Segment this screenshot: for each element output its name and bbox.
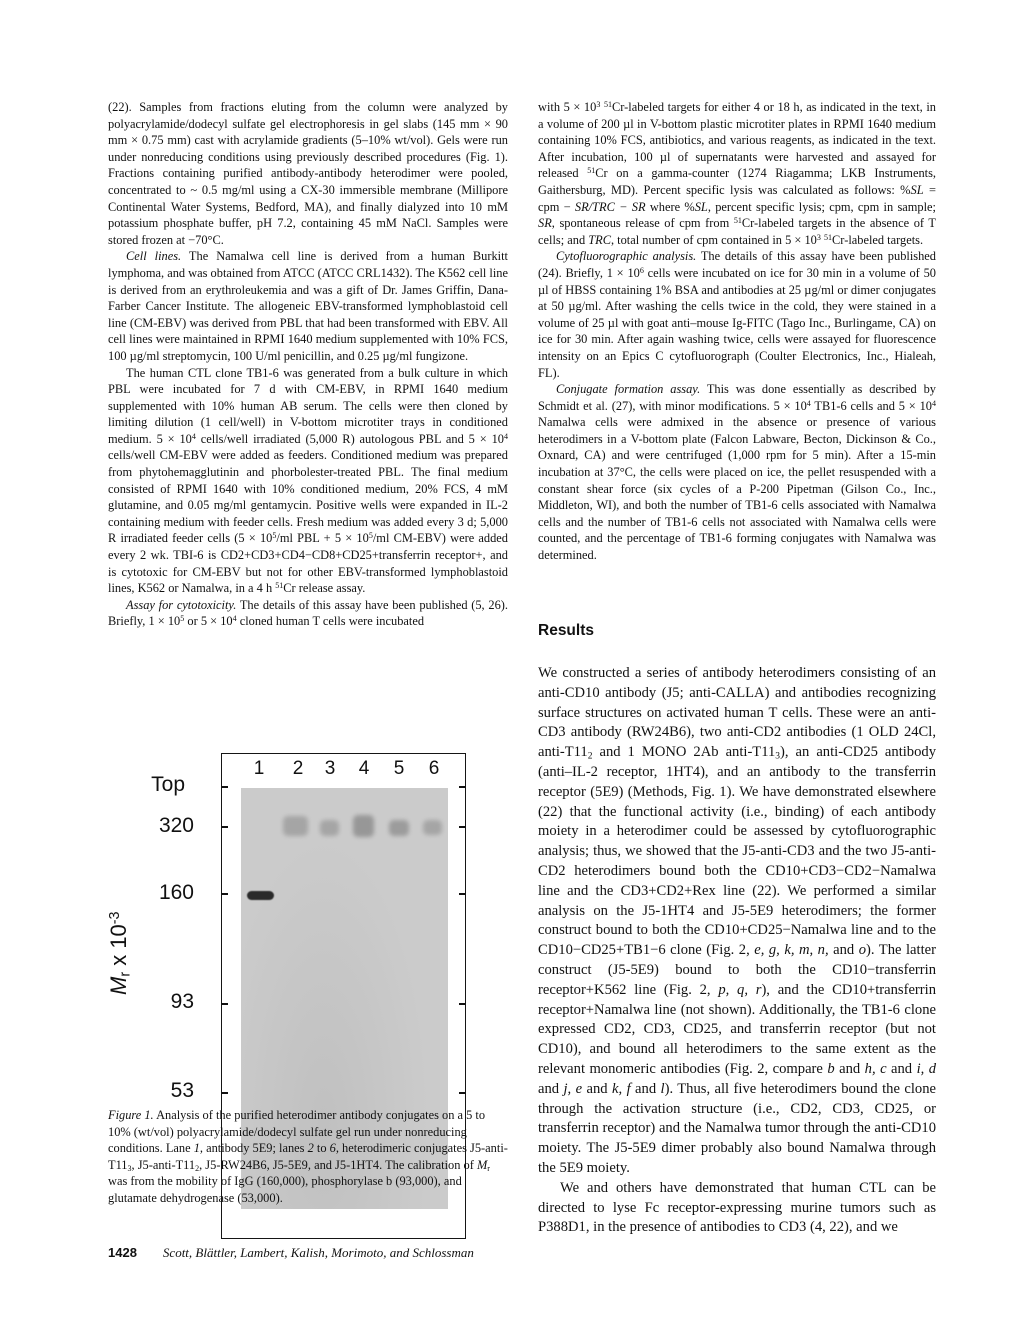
tick-left-top	[221, 786, 228, 788]
paragraph-text: ). Thus, all five heterodimers bound the clone through the activation structure (i.e., CD2, CD3, CD25, or transferrin receptor) and the Namalwa tumor through the anti-CD10 moiety. The J5-5E9 dimer probably also bound Namalwa through the 5E9 moiety.	[538, 1080, 936, 1176]
tick-right-93	[459, 1003, 466, 1005]
caption-italic: M	[476, 1157, 488, 1172]
tick-right-160	[459, 893, 466, 895]
paragraph-conjugate-formation	[538, 381, 936, 564]
figure-1-gel	[106, 735, 508, 1102]
y-tick-160: 160	[158, 881, 194, 904]
lane-label-6: 6	[428, 758, 440, 779]
caption-italic: 1,	[193, 1141, 203, 1156]
paragraph-results-2: We and others have demonstrated that human CTL can be directed to lyse Fc receptor-expressing murine tumors such as P388D1, in the presence of antibodies to CD3 (4, 22), and we	[538, 1179, 936, 1236]
paragraph-text: and	[828, 942, 859, 959]
gel-band-lane-3	[320, 820, 339, 836]
paragraph-cell-lines	[108, 248, 508, 364]
tick-right-53	[459, 1092, 466, 1094]
y-tick-53: 53	[170, 1079, 194, 1102]
italic-ref: o	[858, 942, 867, 959]
lane-label-1: 1	[253, 758, 265, 779]
superscript: 5	[272, 531, 277, 541]
tick-right-top	[459, 786, 466, 788]
axis-exponent: -3	[106, 911, 123, 925]
superscript: 3	[596, 99, 601, 109]
tick-left-160	[221, 893, 228, 895]
paragraph-text: We constructed a series of antibody heterodimers consisting of an anti-CD10 antibody (J5; anti-CALLA) and antibodies recognizing surface structures on activated human T cells. These were an anti-CD3 antibody (RW24B6), two anti-CD2 antibodies (1 OLD 24Cl, anti-T11	[538, 665, 936, 761]
superscript: 4	[191, 431, 196, 441]
y-axis-title	[106, 911, 132, 995]
italic-ref: l	[660, 1080, 665, 1097]
caption-subscript: 2	[195, 1163, 200, 1173]
subheading-cytofluorographic: Cytofluorographic analysis.	[556, 249, 697, 264]
paragraph-cytotoxicity-continued	[538, 99, 936, 248]
paragraph-cytotoxicity-assay	[108, 597, 508, 630]
paragraph-text: /ml CM-EBV) were added every 2 wk. TBI-6 is CD2+CD3+CD4−CD8+CD25+transferrin receptor+, and is cytotoxic for CM-EBV but not for other EBV-transformed lymphoblastoid lines, K562 or Namalwa, in a 4 h	[108, 531, 508, 596]
paragraph-results-1	[538, 664, 936, 1179]
lane-label-2: 2	[292, 758, 304, 779]
italic-formula: SR/TRC − SR	[574, 199, 646, 214]
italic-ref: k,	[612, 1080, 623, 1097]
y-tick-320: 320	[158, 814, 194, 837]
paragraph-text: This was done essentially as described by Schmidt et al. (27), with minor modifications. 5 × 10	[538, 382, 936, 413]
gel-band-lane-2	[283, 816, 308, 836]
axis-symbol: M	[106, 976, 131, 995]
page-footer	[108, 1245, 474, 1261]
caption-text: , J5-anti-T11	[131, 1157, 196, 1172]
paragraph-text: cells/well irradiated (5,000 R) autologous PBL and 5 × 10	[195, 431, 504, 446]
italic-ref: e, g, k, m, n,	[754, 942, 829, 959]
italic-ref: h,	[864, 1060, 876, 1077]
paragraph-text: where %	[645, 199, 695, 214]
left-column	[108, 99, 508, 630]
italic-var: SL	[694, 199, 708, 214]
caption-subscript: r	[487, 1163, 490, 1173]
paragraph-text: The human CTL clone TB1-6 was generated from a bulk culture in which PBL were incubated for 7 d with CM-EBV, in RPMI 1640 medium supplemented with 10% human AB serum. The cells were then cloned by limiting dilution (1 cell/well) in V-bottom microtiter trays in conditioned medium. 5 × 10	[108, 365, 508, 446]
results-section	[538, 664, 936, 1238]
italic-ref: d	[928, 1060, 937, 1077]
y-tick-93: 93	[170, 990, 194, 1013]
tick-left-53	[221, 1092, 228, 1094]
paragraph-text: with 5 × 10	[538, 100, 597, 114]
paragraph-text: or 5 × 10	[184, 614, 233, 629]
axis-text: x 10	[106, 924, 131, 972]
italic-ref: f	[626, 1080, 631, 1097]
paragraph-text: , percent specific lysis; cpm, cpm in sample;	[707, 199, 936, 214]
caption-text: antibody 5E9; lanes	[202, 1141, 308, 1156]
paragraph-text: and	[630, 1080, 661, 1097]
right-column	[538, 99, 936, 564]
superscript: 51	[275, 581, 284, 591]
paragraph-text: and	[582, 1080, 613, 1097]
paragraph-text: The details of this assay have been published (5, 26). Briefly, 1 × 10	[108, 597, 508, 629]
gel-band-lane-1	[247, 891, 274, 900]
caption-italic: 6,	[329, 1141, 339, 1156]
paragraph-text: Cr-labeled targets.	[832, 232, 924, 247]
axis-subscript: r	[117, 971, 134, 977]
italic-ref: i,	[916, 1060, 925, 1077]
italic-ref: c	[880, 1060, 887, 1077]
superscript: 5	[180, 614, 185, 624]
italic-var: TRC	[588, 232, 611, 247]
italic-ref: j,	[563, 1080, 572, 1097]
tick-left-320	[221, 826, 228, 828]
paragraph-text: = cpm −	[538, 182, 936, 214]
y-label-top: Top	[151, 773, 185, 796]
superscript: 4	[931, 398, 936, 408]
italic-var: SR	[538, 216, 552, 231]
paragraph-text: , total number of cpm contained in 5 × 10	[610, 232, 817, 247]
paragraph-text: ), an anti-CD25 antibody (anti–IL-2 receptor, 1HT4), and an antibody to the transferrin receptor (5E9) (Methods, Fig. 1). We have demonstrated elsewhere (22) that the functional activity (i.e., binding) of each antibody moiety in a heterodimer could be assessed by cytofluorographic analysis; thus, we showed that the J5-anti-CD3 and the two J5-anti-CD2 heterodimers bound both the CD10+CD3−CD2−Namalwa line and the CD3+CD2+Rex line (22). We performed a similar analysis on the J5-1HT4 and J5-5E9 heterodimers; the former construct bound to both the CD10+CD25−Namalwa line and to the CD10−CD25+TB1−6 clone (Fig. 2,	[538, 744, 936, 959]
section-heading-results: Results	[538, 622, 594, 639]
superscript: 3	[816, 232, 821, 242]
superscript: 5	[368, 531, 373, 541]
caption-label: Figure 1.	[108, 1108, 154, 1122]
paragraph-text: ). The latter construct (J5-5E9) bound to both the CD10−transferrin receptor+K562 line (Fig. 2,	[538, 942, 936, 998]
figure-1-caption	[108, 1107, 508, 1207]
paragraph-text: cloned human T cells were incubated	[236, 614, 425, 629]
caption-italic: 2	[307, 1141, 314, 1156]
superscript: 4	[806, 398, 811, 408]
paragraph-text: TB1-6 cells and 5 × 10	[810, 398, 932, 413]
paragraph-cytofluorographic	[538, 248, 936, 381]
paragraph-text: ), and the CD10+transferrin receptor+Namalwa line (not shown). Additionally, the TB1-6 clone expressed CD2, CD3, CD25, and transferrin receptor (but not CD10), and bound all heterodimers to the same extent as the relevant monomeric antibodies (Fig. 2, compare	[538, 981, 937, 1077]
paragraph-text: and	[538, 1080, 564, 1097]
superscript: 51	[587, 166, 596, 176]
subheading-cytotoxicity: Assay for cytotoxicity.	[126, 597, 237, 612]
caption-text: to	[313, 1141, 330, 1156]
paragraph-ctl-clone	[108, 365, 508, 597]
paragraph-text: cells/well CM-EBV were added as feeders. Conditioned medium was prepared from phytohemagglutinin and phorbolester-treated PBL. The final medium consisted of RPMI 1640 with 10% conditioned medium, 20% FCS, 4 mM glutamine, and 0.05 mg/ml gentamycin. Positive wells were expanded in IL-2 containing medium with feeder cells. Fresh medium was added every 3 d; 5,000 R irradiated feeder cells (5 × 10	[108, 448, 508, 546]
caption-text: , J5-RW24B6, J5-5E9, and J5-1HT4. The calibration of	[199, 1157, 477, 1172]
caption-subscript: 3	[127, 1163, 132, 1173]
page-number: 1428	[108, 1245, 137, 1260]
paragraph-methods-gel: (22). Samples from fractions eluting from the column were analyzed by polyacrylamide/dodecyl sulfate gel electrophoresis in gel slabs (145 mm × 90 mm × 0.75 mm) cast with acrylamide gradients (5–10% wt/vol). Gels were run under nonreducing conditions using previously described procedures (Fig. 1). Fractions containing purified antibody-antibody heterodimer were pooled, concentrated to ~ 0.5 mg/ml using a CX-30 immersible membrane (Millipore Continental Water Systems, Bedford, MA), and finally dialyzed into 10 mM potassium phosphate buffer, pH 7.2, containing 45 mM NaCl. Samples were stored frozen at −70°C.	[108, 100, 508, 247]
paragraph-text: cells were incubated on ice for 30 min in a volume of 50 µl of HBSS containing 1% BSA and antibodies at 25 µg/ml or dimer conjugates at 50 µg/ml. After washing the cells twice in the cold, they were stained in a volume of 25 µl with goat anti–mouse Ig-FITC (Tago Inc., Burlingame, CA) on ice for 30 min. After again washing twice, cells were assayed for fluorescence intensity on an Epics C cytofluorograph (Coulter Electronics, Inc., Hialeah, FL).	[538, 265, 936, 380]
paragraph-text: and	[886, 1060, 917, 1077]
paragraph-text: /ml PBL + 5 × 10	[276, 531, 369, 546]
superscript: 51	[824, 232, 833, 242]
subscript: 2	[587, 751, 593, 762]
subheading-conjugate-formation: Conjugate formation assay.	[556, 382, 701, 397]
subheading-cell-lines: Cell lines.	[126, 249, 182, 264]
paragraph-text: The details of this assay have been published (24). Briefly, 1 × 10	[538, 249, 936, 280]
paragraph-text: Cr release assay.	[283, 581, 366, 596]
italic-ref: p, q, r	[718, 981, 762, 998]
caption-text: Analysis of the purified heterodimer antibody conjugates on a 5 to 10% (wt/vol) polyacrylamide/dodecyl sulfate gel run under nonreducing conditions. Lane	[108, 1108, 486, 1156]
superscript: 6	[639, 265, 644, 275]
gel-band-lane-5	[389, 820, 409, 836]
tick-left-93	[221, 1003, 228, 1005]
tick-right-320	[459, 826, 466, 828]
italic-ref: b	[827, 1060, 835, 1077]
paragraph-text: , spontaneous release of cpm from	[551, 216, 734, 231]
gel-band-lane-6	[423, 820, 442, 835]
caption-text: was from the mobility of IgG (160,000), phosphorylase b (93,000), and glutamate dehydrogenase (53,000).	[108, 1174, 462, 1205]
paragraph-text: and 1 MONO 2Ab anti-T11	[592, 744, 776, 761]
paragraph-text: Cr on a gamma-counter (1274 Riagamma; LKB Instruments, Gaithersburg, MD). Percent specific lysis was calculated as follows: %	[538, 166, 936, 197]
paragraph-text: and	[834, 1060, 865, 1077]
italic-var: SL	[910, 182, 924, 197]
gel-band-lane-4	[353, 815, 374, 837]
running-authors: Scott, Blättler, Lambert, Kalish, Morimoto, and Schlossman	[162, 1245, 474, 1260]
lane-label-3: 3	[324, 758, 336, 779]
superscript: 51	[733, 216, 742, 226]
paragraph-text: Namalwa cells were admixed in the absence or presence of various heterodimers in a V-bottom plate (Falcon Labware, Becton, Dickinson & Co., Oxnard, CA) and were centrifuged (1,000 rpm for 5 min). After a 15-min incubation at 37°C, the cells were placed on ice, the pellet resuspended with a constant shear force (six cycles of a P-200 Pipetman (Gilson Co., Inc., Middleton, WI), and both the number of TB1-6 cells associated with Namalwa cells and the number of TB1-6 cells not associated with Namalwa cells were counted, and the percentage of TB1-6 forming conjugates with Namalwa was determined.	[538, 415, 936, 563]
superscript: 4	[503, 431, 508, 441]
paragraph-text: Cr-labeled targets in the absence of T cells; and	[538, 216, 936, 247]
lane-label-4: 4	[358, 758, 370, 779]
paragraph-text: The Namalwa cell line is derived from a human Burkitt lymphoma, and was obtained from ATCC (ATCC CRL1432). The K562 cell line is derived from an erythroleukemia and was a gift of Dr. James Griffin, Dana-Farber Cancer Institute. The allogeneic EBV-transformed lymphoblastoid cell line (CM-EBV) was derived from PBL that had been transformed with EBV. All cell lines were maintained in RPMI 1640 medium supplemented with 10% FCS, 100 µg/ml streptomycin, 100 U/ml penicillin, and 0.25 µg/ml fungizone.	[108, 249, 509, 363]
superscript: 4	[232, 614, 237, 624]
caption-text: heterodimeric conjugates J5-anti-T11	[108, 1141, 508, 1172]
lane-label-5: 5	[393, 758, 405, 779]
italic-ref: e	[575, 1080, 583, 1097]
superscript: 51	[603, 99, 612, 109]
subscript: 3	[775, 751, 781, 762]
paragraph-text: Cr-labeled targets for either 4 or 18 h, as indicated in the text, in a volume of 200 µl in V-bottom plastic microtiter plates in RPMI 1640 medium containing 10% FCS, antibiotics, and various reagents, as indicated in the text. After incubation, 100 µl of supernatants were harvested and assayed for released	[538, 100, 936, 181]
